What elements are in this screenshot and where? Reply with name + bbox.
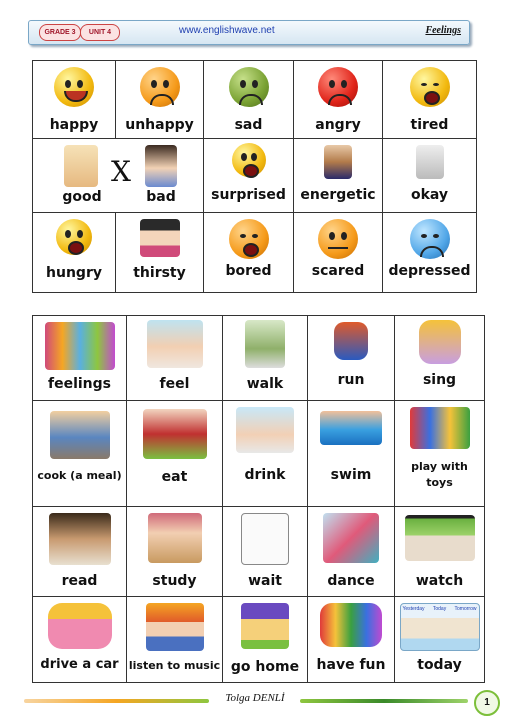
action-label: watch (415, 573, 464, 589)
happy-face-icon (54, 67, 94, 107)
author-name: Tolga DENLİ (225, 692, 285, 704)
cook-picture-icon (50, 411, 110, 459)
surprised-face-icon (232, 143, 266, 177)
action-cell-feelings (33, 316, 127, 401)
action-label: run (337, 372, 365, 388)
depressed-face-icon (410, 219, 450, 259)
drink-picture-icon (236, 407, 294, 453)
sing-picture-icon (419, 320, 461, 364)
action-label: go home (230, 659, 300, 675)
action-label: drink (244, 467, 286, 483)
feeling-cell-surprised (204, 139, 294, 212)
study-picture-icon (148, 513, 202, 563)
today-tag: Today (432, 606, 447, 612)
unit-badge: UNIT 4 (80, 24, 120, 41)
action-label: feel (159, 376, 190, 392)
website-link[interactable]: www.englishwave.net (179, 25, 275, 36)
action-label: have fun (316, 657, 386, 673)
action-label: study (152, 573, 197, 589)
drive-car-picture-icon (48, 603, 112, 649)
action-cell-today (395, 597, 485, 683)
action-cell-read (33, 507, 127, 597)
page-title: Feelings (425, 25, 461, 36)
feeling-label: sad (234, 117, 263, 133)
feeling-label: angry (315, 117, 361, 133)
swim-picture-icon (320, 411, 382, 445)
feeling-label: hungry (46, 264, 102, 281)
action-cell-run (308, 316, 395, 401)
okay-hand-icon (416, 145, 444, 179)
today-picture-icon (400, 603, 480, 651)
feelings-faces-picture-icon (45, 322, 115, 370)
feeling-cell-good-bad (33, 139, 204, 212)
footer-decoration-left (24, 699, 209, 703)
action-label: wait (248, 573, 282, 589)
feeling-cell-energetic (294, 139, 383, 212)
eat-picture-icon (143, 409, 207, 459)
action-cell-gohome (223, 597, 308, 683)
go-home-picture-icon (241, 603, 289, 649)
action-cell-play (395, 401, 485, 507)
feeling-cell-scared (294, 212, 383, 292)
feeling-cell-bored (204, 212, 294, 292)
walk-picture-icon (245, 320, 285, 368)
versus-mark: X (111, 155, 131, 189)
feelings-table (32, 60, 477, 293)
feeling-cell-unhappy (116, 61, 204, 139)
feeling-cell-sad (204, 61, 294, 139)
action-label: swim (330, 467, 372, 483)
action-cell-havefun (308, 597, 395, 683)
footer-decoration-right (300, 699, 468, 703)
action-cell-cook (33, 401, 127, 507)
wait-picture-icon (241, 513, 289, 565)
feeling-cell-happy (33, 61, 116, 139)
good-picture-icon (64, 145, 98, 187)
feeling-cell-angry (294, 61, 383, 139)
dance-picture-icon (323, 513, 379, 563)
thirsty-picture-icon (140, 219, 180, 257)
feeling-label: happy (49, 117, 99, 133)
bored-face-icon (229, 219, 269, 259)
run-picture-icon (334, 322, 368, 360)
toys-picture-icon (410, 407, 470, 449)
scared-face-icon (318, 219, 358, 259)
action-label: read (61, 573, 98, 589)
feeling-cell-hungry (33, 212, 116, 292)
action-cell-walk (223, 316, 308, 401)
action-label: eat (161, 469, 188, 485)
feeling-cell-okay (383, 139, 477, 212)
feeling-label: okay (410, 187, 449, 204)
feeling-cell-depressed (383, 212, 477, 292)
actions-table (32, 315, 485, 683)
action-label: play with toys (411, 460, 468, 489)
sad-face-icon (229, 67, 269, 107)
read-picture-icon (49, 513, 111, 565)
yesterday-tag: Yesterday (402, 606, 425, 612)
feeling-label: energetic (300, 187, 376, 204)
action-cell-swim (308, 401, 395, 507)
have-fun-picture-icon (320, 603, 382, 647)
action-cell-watch (395, 507, 485, 597)
feeling-label: thirsty (133, 264, 186, 281)
watch-tv-picture-icon (405, 515, 475, 561)
action-cell-listen (127, 597, 223, 683)
grade-badge: GRADE 3 (39, 24, 81, 41)
listen-music-picture-icon (146, 603, 204, 651)
feeling-cell-thirsty (116, 212, 204, 292)
feeling-label: bad (146, 189, 176, 206)
action-cell-drive (33, 597, 127, 683)
bad-picture-icon (145, 145, 177, 187)
feeling-label: surprised (211, 187, 286, 204)
hungry-face-icon (56, 219, 92, 255)
action-label: today (417, 657, 462, 673)
feel-picture-icon (147, 320, 203, 368)
feeling-cell-tired (383, 61, 477, 139)
action-cell-wait (223, 507, 308, 597)
action-cell-sing (395, 316, 485, 401)
unhappy-face-icon (140, 67, 180, 107)
action-cell-drink (223, 401, 308, 507)
angry-face-icon (318, 67, 358, 107)
worksheet-header (28, 20, 470, 45)
energetic-picture-icon (324, 145, 352, 179)
tired-face-icon (410, 67, 450, 107)
action-label: walk (246, 376, 284, 392)
action-label: sing (422, 372, 457, 388)
feeling-label: tired (410, 117, 449, 133)
action-cell-feel (127, 316, 223, 401)
action-label: dance (327, 573, 375, 589)
action-label: listen to music (128, 659, 221, 672)
action-cell-study (127, 507, 223, 597)
action-label: cook (a meal) (37, 469, 122, 482)
feeling-label: bored (225, 262, 272, 279)
feeling-label: scared (311, 262, 365, 279)
feeling-label: depressed (388, 262, 471, 279)
feeling-label: good (62, 189, 102, 206)
page-number: 1 (474, 690, 500, 716)
feeling-label: unhappy (125, 117, 194, 133)
action-label: feelings (48, 376, 111, 392)
tomorrow-tag: Tomorrow (454, 606, 477, 612)
action-label: drive a car (40, 657, 119, 672)
action-cell-eat (127, 401, 223, 507)
action-cell-dance (308, 507, 395, 597)
